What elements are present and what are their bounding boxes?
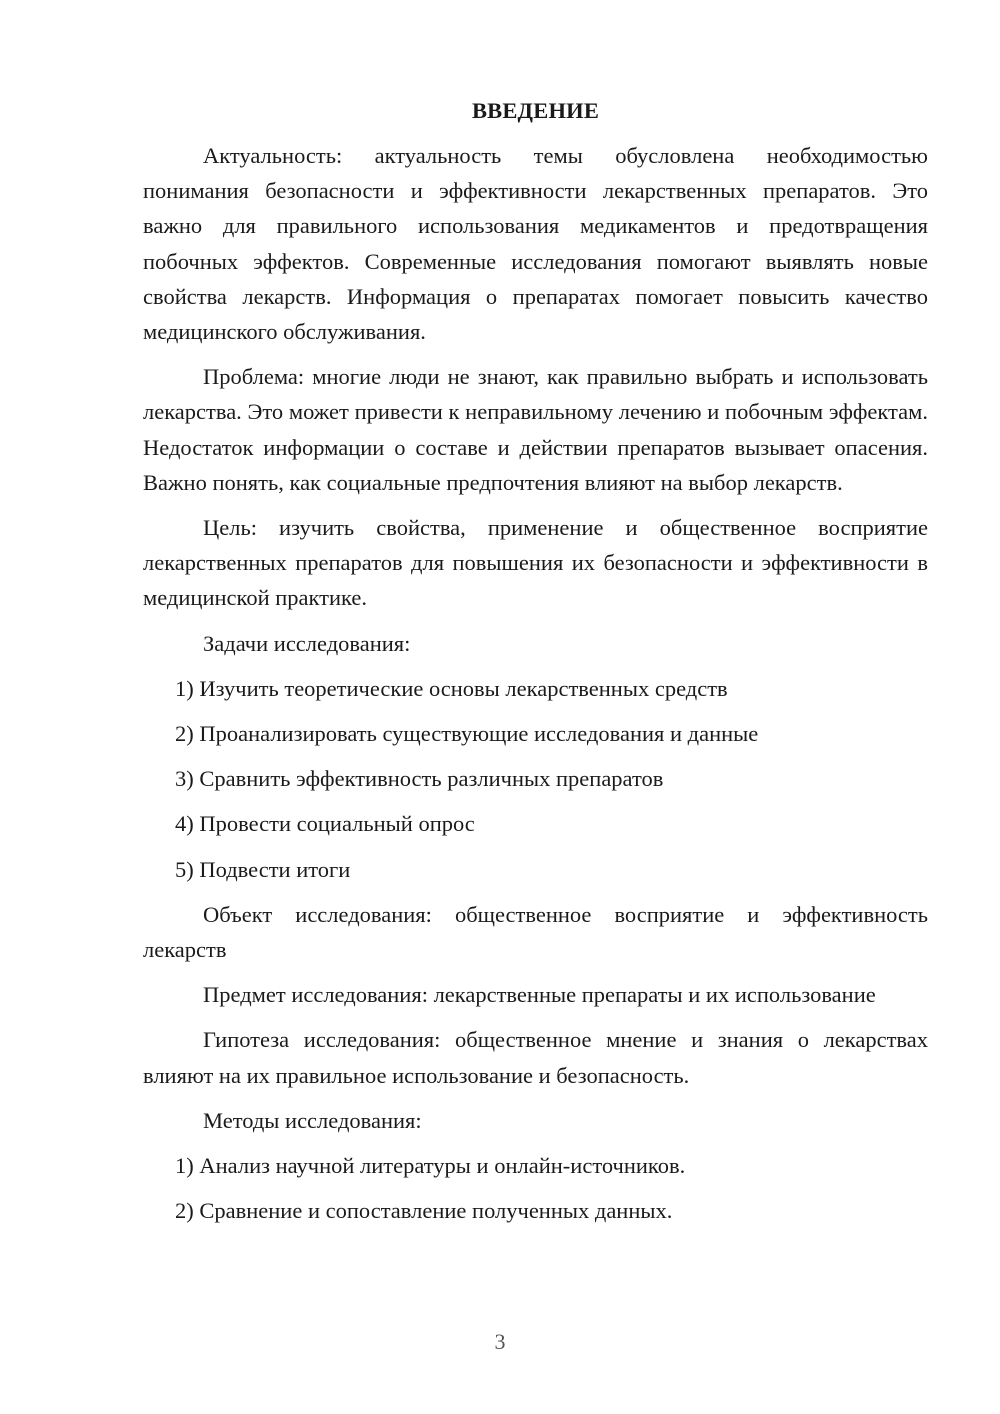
- goal-paragraph: Цель: изучить свойства, применение и общественное восприятие лекарственных препаратов для повышения их безопасности и эффективности в медицинской практике.: [143, 515, 928, 611]
- list-item: 5) Подвести итоги: [175, 856, 351, 882]
- hypothesis-paragraph: Гипотеза исследования: общественное мнение и знания о лекарствах влияют на их правильное использование и безопасность.: [143, 1027, 928, 1088]
- page-title: ВВЕДЕНИЕ: [471, 98, 600, 123]
- list-item: 2) Сравнение и сопоставление полученных данных.: [175, 1198, 673, 1224]
- list-item: 2) Проанализировать существующие исследования и данные: [175, 721, 759, 747]
- page-number: 3: [494, 1329, 506, 1354]
- subject-paragraph: Предмет исследования: лекарственные препараты и их использование: [203, 982, 876, 1008]
- problem-paragraph: Проблема: многие люди не знают, как правильно выбрать и использовать лекарства. Это может привести к неправильному лечению и побочным эффектам. Недостаток информации о составе и действии препаратов вызывает опасения. Важно понять, как социальные предпочтения влияют на выбор лекарств.: [143, 364, 928, 495]
- tasks-heading: Задачи исследования:: [203, 630, 411, 656]
- list-item: 4) Провести социальный опрос: [175, 811, 475, 837]
- relevance-paragraph: Актуальность: актуальность темы обусловлена необходимостью понимания безопасности и эффективности лекарственных препаратов. Это важно для правильного использования медикаментов и предотвращения побочных эффектов. Современные исследования помогают выявлять новые свойства лекарств. Информация о препаратах помогает повысить качество медицинского обслуживания.: [143, 143, 928, 345]
- methods-list: [143, 1148, 928, 1228]
- document-page: [143, 93, 928, 1238]
- tasks-list: [143, 671, 928, 887]
- methods-heading: Методы исследования:: [203, 1107, 422, 1133]
- object-paragraph: Объект исследования: общественное восприятие и эффективность лекарств: [143, 901, 928, 963]
- list-item: 1) Анализ научной литературы и онлайн-источников.: [175, 1153, 686, 1179]
- list-item: 1) Изучить теоретические основы лекарственных средств: [175, 675, 728, 701]
- list-item: 3) Сравнить эффективность различных препаратов: [175, 766, 664, 792]
